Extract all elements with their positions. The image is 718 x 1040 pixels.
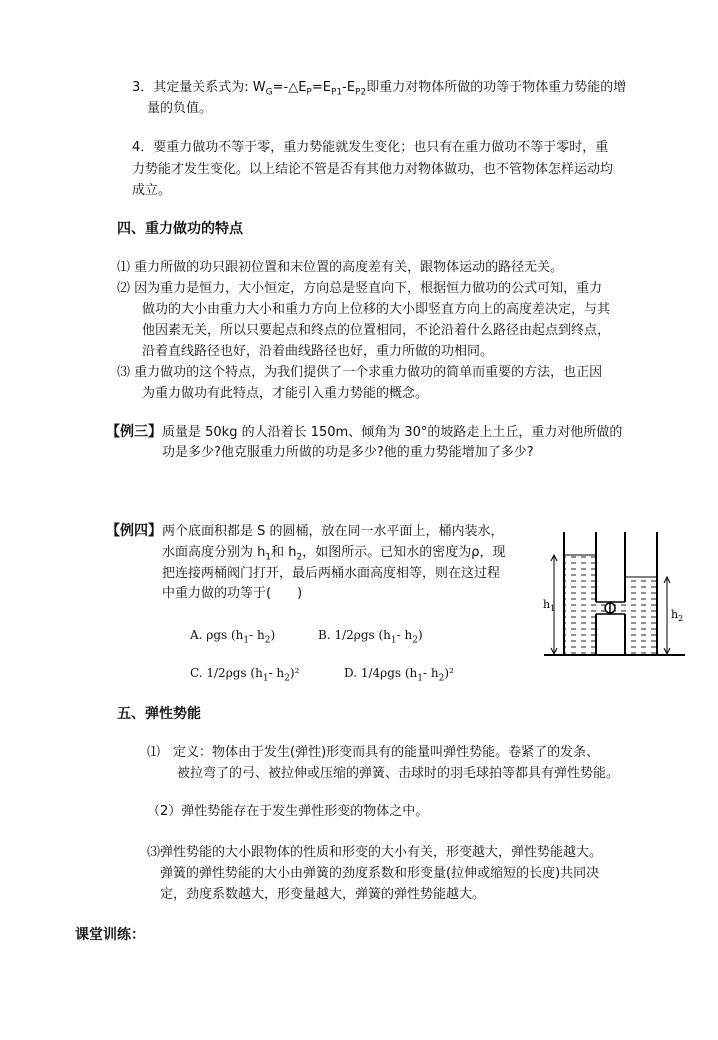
option-a: A. ρgs ($h_1-$ $h_2$) (190, 628, 276, 646)
sec5-p2: （2）弹性势能存在于发生弹性形变的物体之中。 (147, 804, 429, 819)
option-c: C. 1/2ρgs ($h_1-$ $h_2)^2$ (190, 666, 300, 684)
example-4-line-4: 中重力做的功等于( ) (162, 586, 303, 601)
item-4-line-1: 4．要重力做功不等于零，重力势能就发生变化；也只有在重力做功不等于零时，重 (132, 140, 609, 155)
sec4-p3-l1: ⑶ 重力做功的这个特点，为我们提供了一个求重力做功的简单而重要的方法，也正因 (117, 365, 603, 380)
item-3-line-1: 3．其定量关系式为: $W_G=-\triangle E_P=E_{P1}-E_{P2}$即重力对物体所做的功等于物体重力势能的增 (132, 80, 627, 98)
h2-label: $h_2$ (671, 608, 684, 623)
sec5-def-line-2: 被拉弯了的弓、被拉伸或压缩的弹簧、击球时的羽毛球拍等都具有弹性势能。 (177, 766, 620, 781)
example-4-line-2: 水面高度分别为 $h_1$和 $h_2$，如图所示。已知水的密度为ρ，现 (162, 545, 506, 563)
item-4-line-2: 力势能才发生变化。以上结论不管是否有其他力对物体做功，也不管物体怎样运动均 (132, 162, 614, 177)
example-4-tag: 【例四】 (106, 523, 162, 539)
item-3-line-2: 量的负值。 (147, 101, 213, 116)
example-4-line-3: 把连接两桶阀门打开，最后两桶水面高度相等，则在这过程 (162, 566, 501, 581)
sec4-p2-l2: 做功的大小由重力大小和重力方向上位移的大小即竖直方向上的高度差决定，与其 (142, 302, 611, 317)
sec5-p3-line-3: 定，劲度系数越大，形变量越大，弹簧的弹性势能越大。 (160, 887, 486, 902)
right-bucket-water (626, 577, 656, 654)
item-4-line-3: 成立。 (132, 183, 172, 198)
example-3-line-1: 【例三】质量是 50kg 的人沿着长 150m、倾角为 30°的坡路走上土丘，重力对他所做的 (106, 424, 623, 440)
section-4-heading: 四、重力做功的特点 (117, 221, 243, 237)
example-4-line-1: 【例四】两个底面积都是 S 的圆桶，放在同一水平面上，桶内装水， (106, 523, 504, 539)
sec4-p3-l2: 为重力做功有此特点，才能引入重力势能的概念。 (142, 386, 429, 401)
option-d: D. 1/4ρgs ($h_1-$ $h_2)^2$ (344, 666, 454, 684)
sec4-p1: ⑴ 重力所做的功只跟初位置和末位置的高度差有关，跟物体运动的路径无关。 (117, 260, 564, 275)
practice-heading: 课堂训练： (75, 927, 145, 943)
sec4-p2-l1: ⑵ 因为重力是恒力，大小恒定，方向总是竖直向下，根据恒力做功的公式可知，重力 (117, 281, 603, 296)
sec5-p3-line-2: 弹簧的弹性势能的大小由弹簧的劲度系数和形变量(拉伸或缩短的长度)共同决 (160, 866, 600, 881)
section-5-heading: 五、弹性势能 (117, 706, 201, 722)
two-bucket-diagram (540, 530, 685, 662)
option-b: B. 1/2ρgs ($h_1-$ $h_2$) (318, 628, 423, 646)
sec5-def-line-1: ⑴ 定义：物体由于发生(弹性)形变而具有的能量叫弹性势能。卷紧了的发条、 (147, 745, 600, 760)
left-bucket-water (565, 555, 595, 654)
sec4-p2-l4: 沿着直线路径也好，沿着曲线路径也好，重力所做的功相同。 (142, 344, 494, 359)
example-3-line-2: 功是多少?他克服重力所做的功是多少?他的重力势能增加了多少? (162, 445, 534, 460)
sec4-p2-l3: 他因素无关，所以只要起点和终点的位置相同，不论沿着什么路径由起点到终点， (142, 323, 611, 338)
sec5-p3-line-1: ⑶弹性势能的大小跟物体的性质和形变的大小有关，形变越大，弹性势能越大。 (147, 845, 603, 860)
example-3-tag: 【例三】 (106, 424, 162, 440)
h1-label: $h_1$ (543, 598, 556, 613)
